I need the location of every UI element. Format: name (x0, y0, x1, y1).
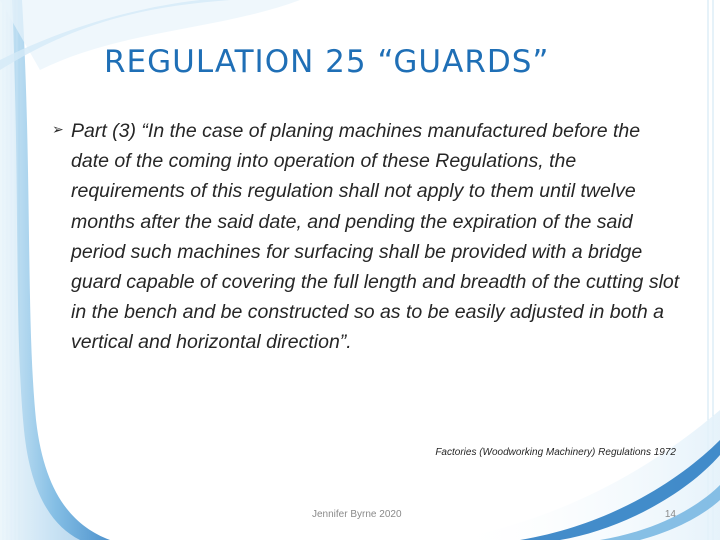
slide-title: REGULATION 25 “GUARDS” (104, 44, 550, 80)
citation: Factories (Woodworking Machinery) Regulations 1972 (435, 447, 676, 458)
slide-number: 14 (664, 509, 676, 520)
footer-author: Jennifer Byrne 2020 (312, 509, 402, 520)
bullet-text: Part (3) “In the case of planing machines manufactured before the date of the coming into operation of these Regulations, the requirements of this regulation shall not apply to them until twelve months after the said date, and pending the expiration of the said period such machines for surfacing shall be provided with a bridge guard capable of covering the full length and breadth of the cutting slot in the bench and be constructed so as to be easily adjusted in both a vertical and horizontal direction”. (71, 120, 680, 354)
arrow-bullet-icon: ➢ (52, 122, 64, 138)
